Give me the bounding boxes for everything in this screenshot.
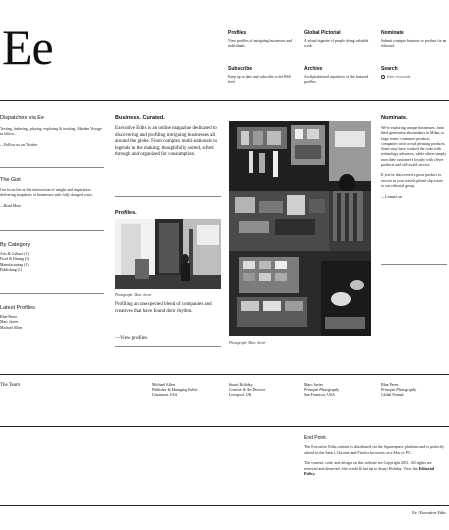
team-label: The Team — [0, 383, 20, 388]
nav-archive[interactable] — [304, 66, 374, 85]
nav-subscribe[interactable] — [228, 66, 298, 85]
dispatches-title: Dispatches via Ee — [0, 115, 45, 121]
endpoint-title: End Point. — [304, 435, 328, 441]
search-icon — [381, 75, 385, 79]
team-member-name: Marc Javier — [304, 382, 323, 387]
team-member-name: Michael Allen — [152, 382, 175, 387]
contact-link[interactable]: —Contact us — [381, 194, 402, 200]
header-divider — [0, 100, 449, 101]
nav-title: Nominate — [381, 30, 404, 36]
team-member — [381, 382, 447, 398]
category-link[interactable]: Manufacturing (1) — [0, 262, 29, 267]
gist-text: Our focus lies at the intersection of insight and inspiration, delivering snapshots of businesses with fully charged ways. — [0, 188, 93, 198]
nav-search — [381, 66, 447, 80]
site-logo[interactable]: Ee — [2, 19, 53, 75]
nav-desc: View profiles of intriguing businesses and individuals. — [228, 39, 292, 48]
intro-text: Executive Edits is an online magazine dedicated to discovering and profiling intriguing businesses all around the globe. From complex multi-nationals to legends in the making; thoughtfully sorted, sifted through and organized for consumption. — [115, 126, 218, 158]
divider — [115, 196, 221, 197]
category-title: By Category — [0, 242, 31, 248]
nav-title: Search — [381, 66, 398, 72]
nominate-text: We're exploring unique businesses; from third generation shoemakers in Milan, to large iconic consumer products companies with crowd pleasing products. Some may have cracked the code with technology advances, while others simply earn their customer's loyalty with clever products and old-world service. — [381, 126, 447, 168]
feature-photo-caption: Photograph: Marc Javier — [229, 341, 266, 345]
team-member — [229, 382, 301, 398]
category-link[interactable]: Arts & Culture (1) — [0, 252, 29, 256]
team-member-location: Global Nomad — [381, 393, 404, 397]
category-link[interactable]: Food & Dining (1) — [0, 257, 30, 262]
nav-nominate[interactable] — [381, 30, 447, 49]
team-member-location: Liverpool, UK — [229, 393, 252, 397]
nav-desc: Keep up to date and subscribe to the RSS feed. — [228, 75, 291, 84]
team-member-role: Publisher & Managing Editor — [152, 388, 198, 392]
endpoint-text: The Executive Edits content is distributed via the Squarespace platform and is perfectly attired in the Safari, Chrome and Firefox browsers on a Mac or PC. — [304, 444, 445, 455]
nav-global-pictorial[interactable] — [304, 30, 374, 49]
nav-title: Profiles — [228, 30, 247, 36]
feature-photo-image — [229, 121, 371, 336]
business-curated-title: Business. Curated. — [115, 115, 165, 121]
nominate-text-2: If you've discovered a great product or service in your travels please slip a note to our editorial group. — [381, 173, 444, 188]
nav-desc: An alphabetized repository of the featured profiles. — [304, 75, 369, 84]
profiles-title: Profiles. — [115, 210, 137, 216]
read-more-link[interactable]: —Read More — [0, 202, 22, 208]
nav-desc: A visual vignette of people doing valuable work. — [304, 39, 369, 48]
dispatches-text: Texting, tinkering, playing, exploring & inviting. Maiden Voyage in follow... — [0, 127, 102, 137]
profiles-photo-caption: Photograph: Marc Javier — [115, 293, 152, 297]
footer-divider — [0, 505, 449, 506]
team-member — [304, 382, 376, 398]
latest-profiles-title: Latest Profiles — [0, 305, 35, 311]
profile-link[interactable]: Blue Perez — [0, 315, 17, 319]
divider — [0, 230, 104, 231]
team-member-name: Blue Perez — [381, 382, 399, 387]
team-member-name: Stuart Holiday — [229, 382, 253, 387]
team-divider — [0, 374, 449, 375]
profiles-photo-image — [115, 219, 221, 289]
team-member-location: San Francisco, USA — [304, 393, 335, 397]
feature-photo[interactable] — [229, 121, 371, 336]
divider — [115, 346, 221, 347]
editorial-policy-link[interactable]: Editorial Policy. — [304, 465, 434, 477]
nav-desc: Submit a unique business or product for an editorial. — [381, 39, 447, 48]
endpoint-copyright: The content, code, and design on this website are Copyright 2011. All rights are reserved and deserved. Site credit & hat tip to Stuart Holiday. View the Editorial Policy. — [304, 460, 434, 477]
team-member-role: Principal Photography — [304, 388, 340, 392]
divider — [0, 167, 104, 168]
team-member-role: Creative & Art Director — [229, 388, 266, 392]
profiles-photo[interactable] — [115, 219, 221, 289]
team-member-location: Cincinnati, USA — [152, 393, 178, 397]
divider — [381, 264, 447, 265]
team-member — [152, 382, 224, 398]
nav-title: Subscribe — [228, 66, 253, 72]
twitter-link[interactable]: —Follow us on Twitter — [0, 141, 38, 147]
search-input[interactable]: Enter keywords — [381, 75, 447, 80]
gist-title: The Gist — [0, 177, 21, 183]
team-member-role: Principal Photography — [381, 388, 417, 392]
category-link[interactable]: Publishing (1) — [0, 268, 23, 273]
profiles-text: Profiling an unexpected blend of companies and creatives that have found their rhythm. — [115, 302, 212, 314]
nav-title: Global Pictorial — [304, 30, 341, 36]
profile-link[interactable]: Marc Javier — [0, 320, 19, 325]
view-profiles-link[interactable]: —View profiles — [115, 336, 148, 341]
nominate-title: Nominate. — [381, 115, 408, 121]
footer-text: Ee | Executive Edits — [412, 510, 446, 515]
divider — [0, 293, 104, 294]
nav-profiles[interactable] — [228, 30, 298, 49]
nav-title: Archive — [304, 66, 323, 72]
endpoint-divider — [0, 426, 449, 427]
profile-link[interactable]: Michael Allen — [0, 325, 23, 330]
